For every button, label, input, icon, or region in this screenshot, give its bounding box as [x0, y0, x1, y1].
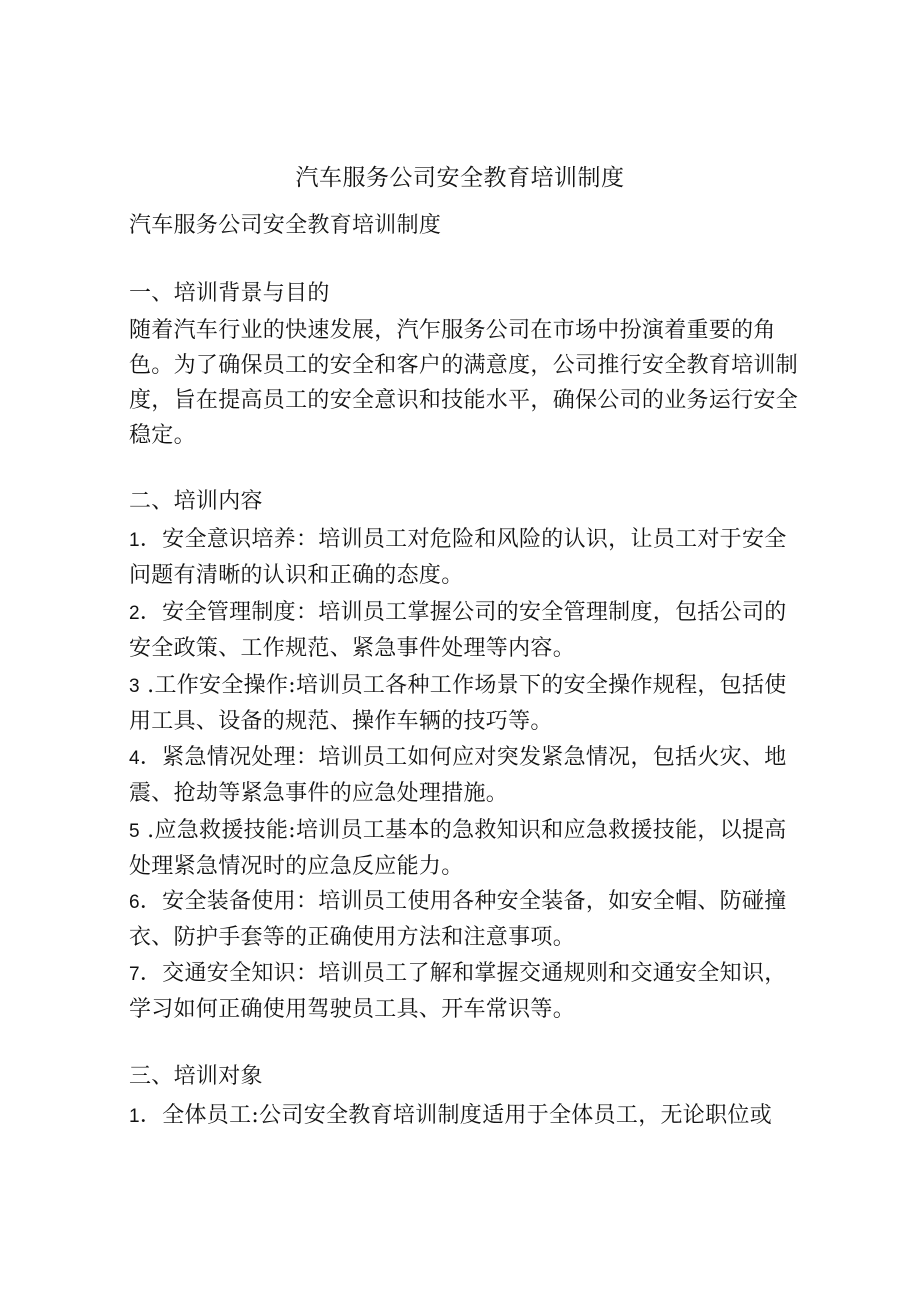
item-text: ．全体员工:公司安全教育培训制度适用于全体员工，无论职位或	[139, 1103, 772, 1128]
item-number: 7	[129, 964, 140, 985]
item-text: ．安全管理制度：培训员工掌握公司的安全管理制度，包括公司的安全政策、工作规范、紧急事件处理等内容。	[129, 600, 787, 661]
content-list-item	[129, 595, 801, 666]
content-list-item	[129, 522, 801, 593]
item-text: ．交通安全知识：培训员工了解和掌握交通规则和交通安全知识，学习如何正确使用驾驶员工具、开车常识等。	[129, 961, 787, 1022]
section-heading-background: 一、培训背景与目的	[129, 281, 330, 306]
item-number: 2	[129, 603, 140, 624]
item-number: 6	[129, 892, 140, 913]
content-list-item	[129, 884, 801, 955]
item-text: ．安全意识培养：培训员工对危险和风险的认识，让员工对于安全问题有清晰的认识和正确的态度。	[129, 527, 787, 588]
item-text: ．安全装备使用：培训员工使用各种安全装备，如安全帽、防碰撞衣、防护手套等的正确使用方法和注意事项。	[129, 889, 787, 950]
content-list-item	[129, 740, 801, 811]
section-heading-targets: 三、培训对象	[129, 1064, 263, 1089]
item-text: .应急救援技能:培训员工基本的急救知识和应急救援技能，以提高处理紧急情况时的应急反应能力。	[129, 818, 787, 879]
content-list-item	[129, 813, 801, 884]
item-number: 1	[129, 530, 140, 551]
content-list-item	[129, 668, 801, 739]
item-number: 5	[129, 821, 140, 842]
target-list-item	[129, 1098, 801, 1134]
item-number: 4	[129, 748, 140, 769]
section-heading-content: 二、培训内容	[129, 489, 263, 514]
item-text: ．紧急情况处理：培训员工如何应对突发紧急情况，包括火灾、地震、抢劫等紧急事件的应急处理措施。	[129, 745, 787, 806]
item-number: 3	[129, 676, 140, 697]
document-title: 汽车服务公司安全教育培训制度	[295, 165, 625, 191]
section-paragraph-background: 随着汽车行业的快速发展，汽乍服务公司在市场中扮演着重要的角色。为了确保员工的安全和客户的满意度，公司推行安全教育培训制度，旨在提高员工的安全意识和技能水平，确保公司的业务运行安全稳定。	[129, 318, 799, 448]
document-subtitle: 汽车服务公司安全教育培训制度	[129, 213, 442, 238]
item-number: 1	[129, 1106, 140, 1127]
content-list-item	[129, 956, 801, 1027]
item-text: .工作安全操作:培训员工各种工作场景下的安全操作规程，包括使用工具、设备的规范、操作车辆的技巧等。	[129, 673, 787, 734]
